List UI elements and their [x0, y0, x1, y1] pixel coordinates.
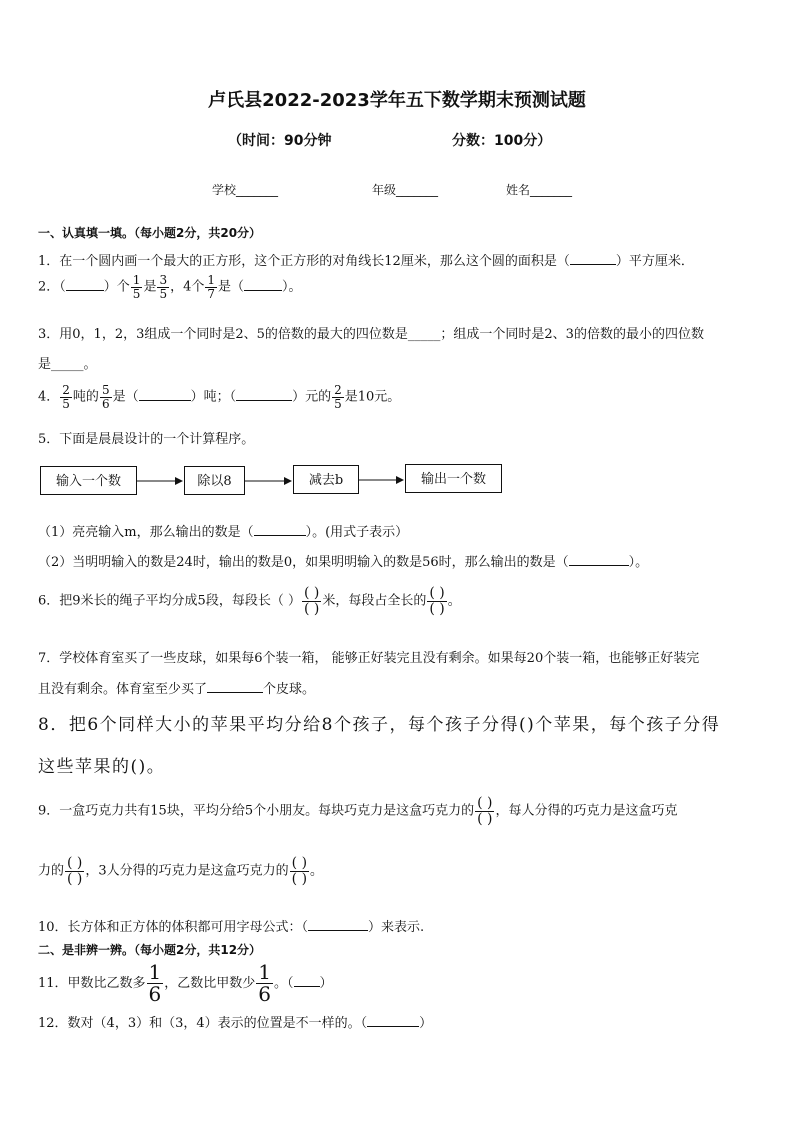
fraction: $\frac{3}{5}$ — [159, 273, 168, 301]
answer-blank[interactable] — [254, 535, 306, 536]
question-2: 2．（ ）个 $\frac{1}{5}$ 是 $\frac{3}{5}$ ，4个 $\frac{1}{7}$ 是（ ）。 — [38, 273, 302, 301]
page-title: 卢氏县2022-2023学年五下数学期末预测试题 — [208, 90, 586, 111]
flow-step-divide: 除以8 — [184, 466, 245, 495]
section-heading-fill: 一、认真填一填。（每小题2分，共20分） — [38, 226, 262, 240]
question-12: 12．数对（4，3）和（3，4）表示的位置是不一样的。（ ） — [38, 1016, 433, 1031]
question-3-line-2: 是_____。 — [38, 357, 97, 372]
answer-blank[interactable] — [294, 986, 320, 987]
flow-step-subtract: 减去b — [293, 465, 359, 494]
question-7-line-1: 7．学校体育室买了一些皮球，如果每6个装一箱， 能够正好装完且没有剩余。如果每20个装一箱，也能够正好装完 — [38, 651, 700, 666]
exam-time: （时间：90分钟 — [228, 133, 332, 149]
question-5-part-1: （1）亮亮输入m，那么输出的数是（ ）。(用式子表示） — [38, 525, 409, 540]
name-field[interactable]: 姓名_______ — [506, 183, 573, 197]
question-8-line-1: 8．把6个同样大小的苹果平均分给8个孩子，每个孩子分得()个苹果，每个孩子分得 — [38, 715, 721, 735]
section-heading-judge: 二、是非辨一辨。（每小题2分，共12分） — [38, 943, 262, 957]
exam-score: 分数：100分） — [452, 133, 552, 149]
question-5-part-2: （2）当明明输入的数是24时，输出的数是0，如果明明输入的数是56时，那么输出的数是（ ）。 — [38, 555, 649, 570]
answer-blank[interactable] — [569, 565, 629, 566]
fraction: $\frac{1}{7}$ — [207, 273, 216, 301]
question-9-line-1: 9．一盒巧克力共有15块，平均分给5个小朋友。每块巧克力是这盒巧克力的 $\frac{( )}{( )}$ ，每人分得的巧克力是这盒巧克 — [38, 795, 678, 827]
answer-blank[interactable] — [308, 930, 368, 931]
question-11: 11．甲数比乙数多 $\frac{1}{6}$ ，乙数比甲数少 $\frac{1}{6}$ 。（ ） — [38, 960, 333, 1006]
question-6: 6．把9米长的绳子平均分成5段，每段长（ ） $\frac{( )}{( )}$ 米，每段占全长的 $\frac{( )}{( )}$ 。 — [38, 585, 461, 617]
question-8-line-2: 这些苹果的()。 — [38, 757, 166, 777]
fraction-blank[interactable]: $\frac{( )}{( )}$ — [291, 855, 308, 887]
fraction: $\frac{5}{6}$ — [101, 383, 110, 411]
question-4: 4． $\frac{2}{5}$ 吨的 $\frac{5}{6}$ 是（ ）吨；（ ）元的 $\frac{2}{5}$ 是10元。 — [38, 383, 401, 411]
fraction: $\frac{1}{6}$ — [148, 960, 162, 1006]
question-10: 10．长方体和正方体的体积都可用字母公式：（ ）来表示. — [38, 920, 425, 935]
flow-step-output: 输出一个数 — [405, 464, 502, 493]
question-9-line-2: 力的 $\frac{( )}{( )}$ ，3人分得的巧克力是这盒巧克力的 $\frac{( )}{( )}$ 。 — [38, 855, 324, 887]
answer-blank[interactable] — [367, 1026, 419, 1027]
answer-blank[interactable] — [207, 692, 263, 693]
fraction-blank[interactable]: $\frac{( )}{( )}$ — [429, 585, 445, 617]
question-1: 1．在一个圆内画一个最大的正方形，这个正方形的对角线长12厘米，那么这个圆的面积是（ ）平方厘米． — [38, 254, 694, 269]
fraction: $\frac{2}{5}$ — [62, 383, 70, 411]
question-5-intro: 5．下面是晨晨设计的一个计算程序。 — [38, 432, 255, 447]
grade-field[interactable]: 年级_______ — [372, 183, 439, 197]
fraction: $\frac{1}{6}$ — [258, 960, 272, 1006]
question-3-line-1: 3．用0，1，2，3组成一个同时是2、5的倍数的最大的四位数是_____；组成一个同时是2、3的倍数的最小的四位数 — [38, 327, 704, 342]
fraction-blank[interactable]: $\frac{( )}{( )}$ — [67, 855, 83, 887]
fraction: $\frac{2}{5}$ — [334, 383, 342, 411]
flow-step-input: 输入一个数 — [40, 466, 137, 495]
fraction-blank[interactable]: $\frac{( )}{( )}$ — [303, 585, 320, 617]
question-7-line-2: 且没有剩余。体育室至少买了 个皮球。 — [38, 682, 316, 697]
fraction: $\frac{1}{5}$ — [132, 273, 141, 301]
fraction-blank[interactable]: $\frac{( )}{( )}$ — [477, 795, 493, 827]
school-field[interactable]: 学校_______ — [212, 183, 279, 197]
